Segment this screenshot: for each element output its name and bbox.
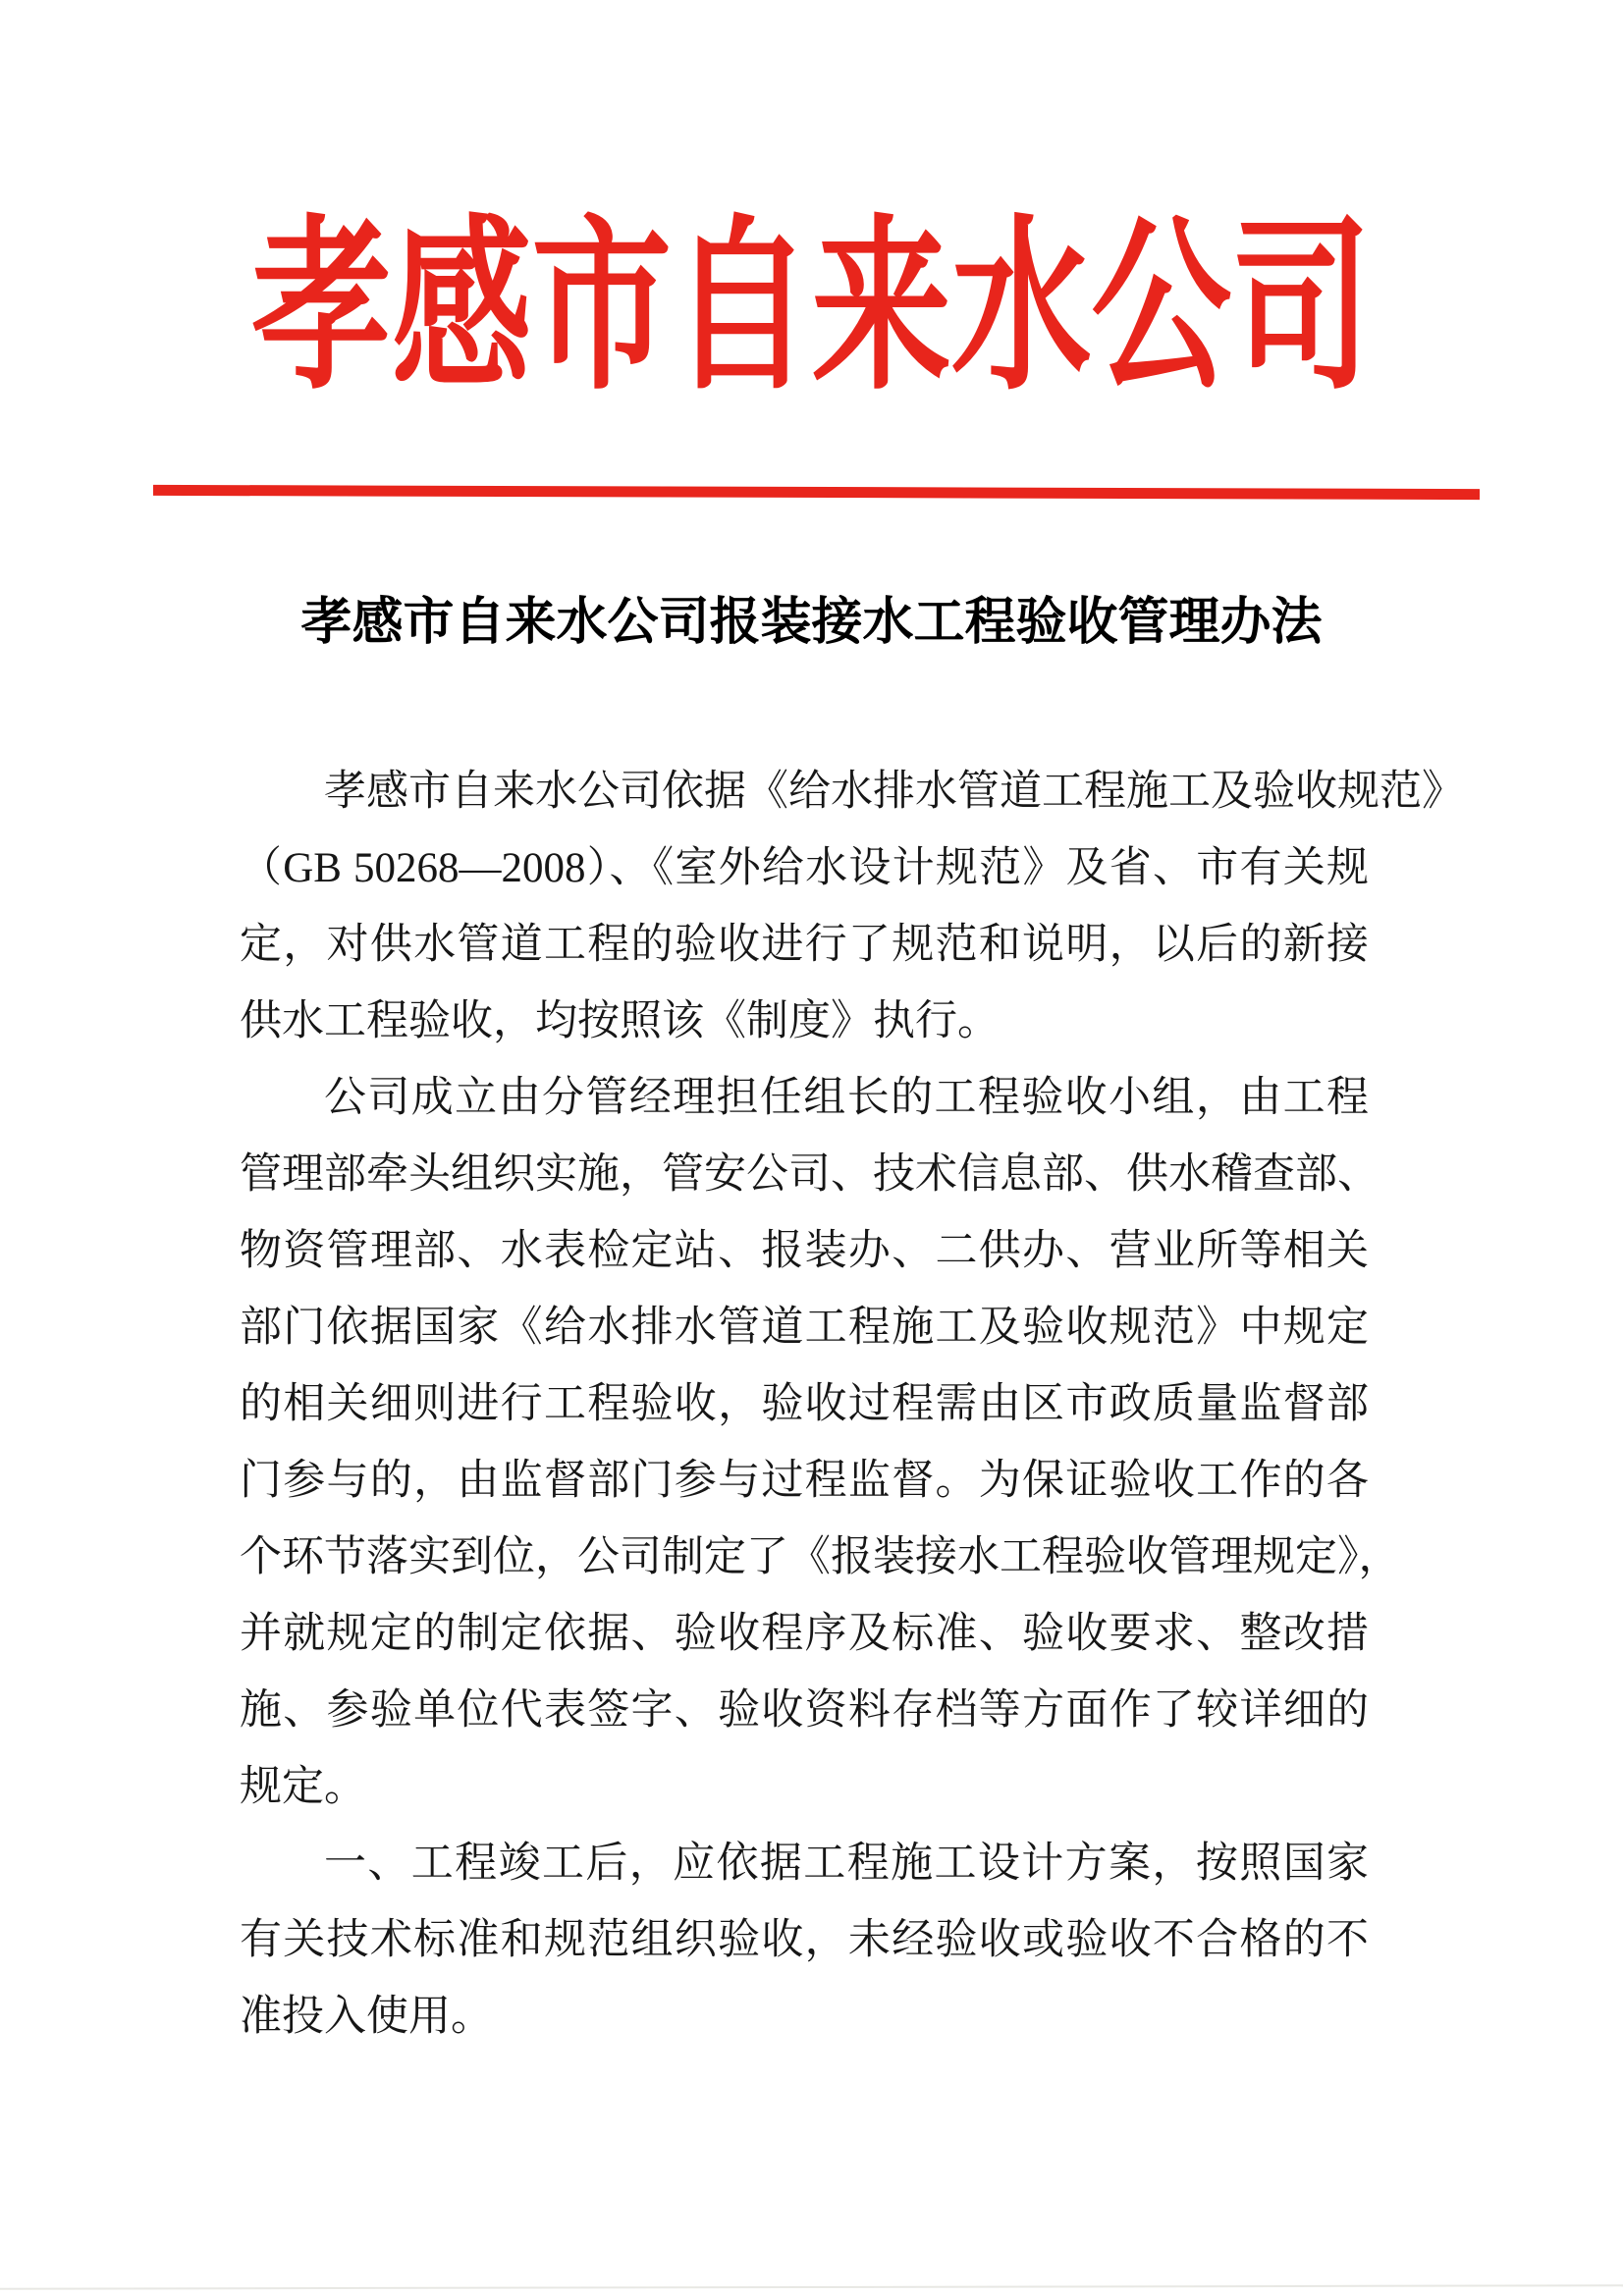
- body-line: 门参与的，由监督部门参与过程监督。为保证验收工作的各: [240, 1458, 1369, 1504]
- body-line: 定，对供水管道工程的验收进行了规范和说明，以后的新接: [240, 922, 1369, 968]
- document-title: 孝感市自来水公司报装接水工程验收管理办法: [300, 595, 1323, 651]
- body-line: 有关技术标准和规范组织验收，未经验收或验收不合格的不: [240, 1917, 1369, 1963]
- letterhead-divider-rule: [153, 485, 1480, 500]
- body-line: 孝感市自来水公司依据《给水排水管道工程施工及验收规范》: [324, 769, 1464, 815]
- body-line: 规定。: [240, 1764, 366, 1810]
- body-line: （GB 50268—2008）、《室外给水设计规范》及省、市有关规: [240, 845, 1369, 891]
- body-line: 个环节落实到位，公司制定了《报装接水工程验收管理规定》，: [240, 1534, 1401, 1580]
- body-line: 准投入使用。: [240, 1994, 493, 2040]
- body-line: 供水工程验收，均按照该《制度》执行。: [240, 998, 1000, 1044]
- body-line: 施、参验单位代表签字、验收资料存档等方面作了较详细的: [240, 1687, 1369, 1734]
- body-line: 管理部牵头组织实施，管安公司、技术信息部、供水稽查部、: [240, 1151, 1380, 1198]
- body-line: 部门依据国家《给水排水管道工程施工及验收规范》中规定: [240, 1305, 1369, 1351]
- document-body: [240, 754, 1464, 2056]
- body-line: 物资管理部、水表检定站、报装办、二供办、营业所等相关: [240, 1228, 1369, 1274]
- body-line: 的相关细则进行工程验收，验收过程需由区市政质量监督部: [240, 1381, 1369, 1427]
- page-edge-shadow: [0, 2284, 1623, 2289]
- body-line: 并就规定的制定依据、验收程序及标准、验收要求、整改措: [240, 1611, 1369, 1657]
- letterhead-company-name: 孝感市自来水公司: [251, 206, 1372, 412]
- body-line: 一、工程竣工后，应依据工程施工设计方案，按照国家: [324, 1841, 1369, 1887]
- body-line: 公司成立由分管经理担任组长的工程验收小组，由工程: [324, 1075, 1369, 1121]
